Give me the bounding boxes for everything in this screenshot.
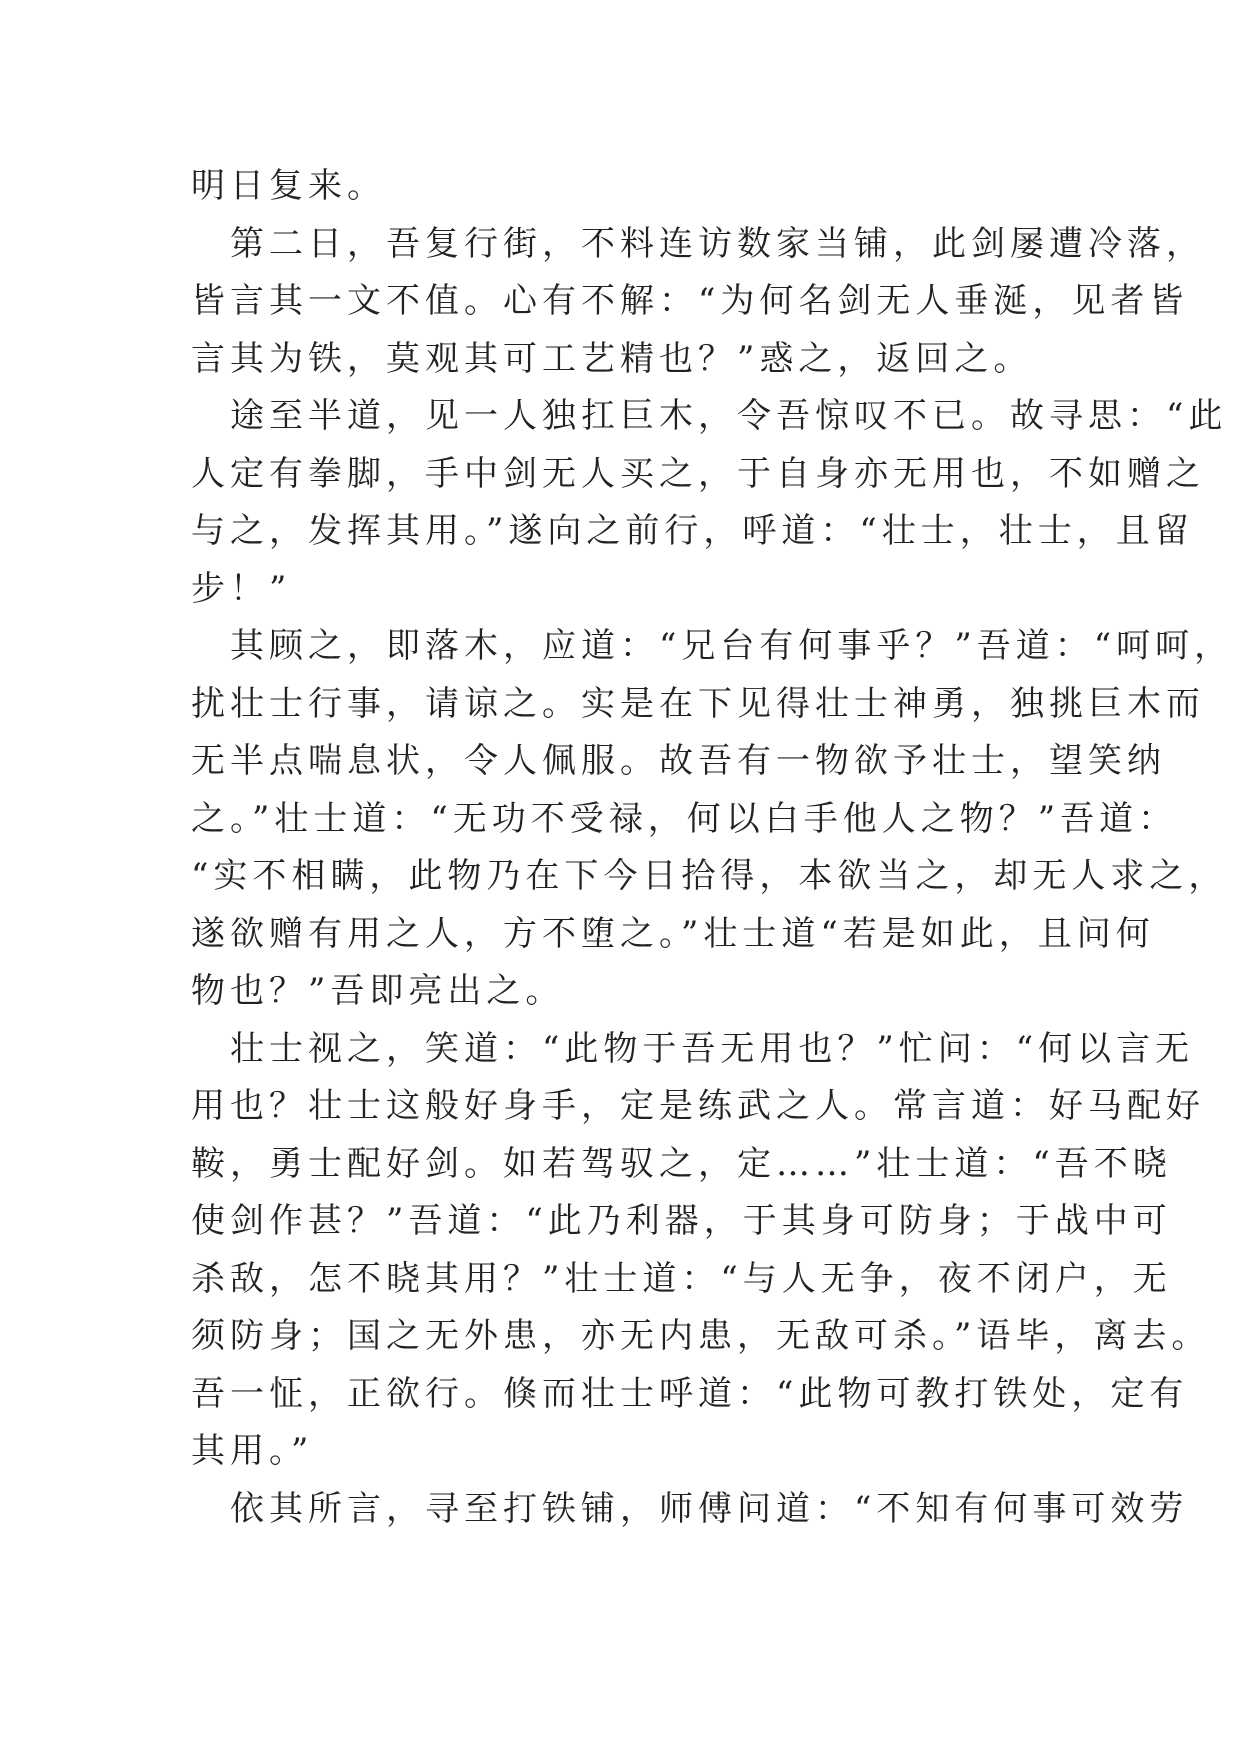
text-line: 与之，发挥其用。”遂向之前行，呼道：“壮士，壮士，且留 [191,511,1194,551]
text-line: “实不相瞒，此物乃在下今日拾得，本欲当之，却无人求之， [191,856,1228,896]
text-line: 吾一怔，正欲行。倏而壮士呼道：“此物可教打铁处，定有 [191,1373,1189,1414]
text-line: 扰壮士行事，请谅之。实是在下见得壮士神勇，独挑巨木而 [191,683,1205,724]
text-line: 人定有拳脚，手中剑无人买之，于自身亦无用也，不如赠之 [191,453,1205,494]
text-line: 使剑作甚？”吾道：“此乃利器，于其身可防身；于战中可 [191,1201,1172,1241]
text-line: 杀敌，怎不晓其用？”壮士道：“与人无争，夜不闭户，无 [191,1258,1172,1299]
text-line: 鞍，勇士配好剑。如若驾驭之，定……”壮士道：“吾不晓 [191,1143,1172,1184]
text-line: 其顾之，即落木，应道：“兄台有何事乎？”吾道：“呵呵， [191,626,1234,666]
text-line: 之。”壮士道：“无功不受禄，何以白手他人之物？”吾道： [191,798,1178,839]
text-line: 无半点喘息状，令人佩服。故吾有一物欲予壮士，望笑纳 [191,741,1166,781]
text-line: 途至半道，见一人独扛巨木，令吾惊叹不已。故寻思：“此 [191,396,1228,436]
text-line: 须防身；国之无外患，亦无内患，无敌可杀。”语毕，离去。 [191,1316,1211,1356]
text-line: 依其所言，寻至打铁铺，师傅问道：“不知有何事可效劳 [191,1488,1189,1529]
text-line: 皆言其一文不值。心有不解：“为何名剑无人垂涎，见者皆 [191,281,1189,321]
text-line: 壮士视之，笑道：“此物于吾无用也？”忙问：“何以言无 [191,1028,1195,1069]
text-line: 明日复来。 [191,166,386,206]
text-line: 言其为铁，莫观其可工艺精也？”惑之，返回之。 [191,338,1033,379]
text-line: 步！” [191,568,292,609]
text-line: 物也？”吾即亮出之。 [191,971,565,1011]
text-line: 其用。” [191,1431,314,1471]
body-text [191,158,1234,1538]
text-line: 遂欲赠有用之人，方不堕之。”壮士道“若是如此，且问何 [191,913,1155,954]
text-line: 用也？壮士这般好身手，定是练武之人。常言道：好马配好 [191,1086,1205,1126]
text-line: 第二日，吾复行街，不料连访数家当铺，此剑屡遭冷落， [191,223,1205,264]
